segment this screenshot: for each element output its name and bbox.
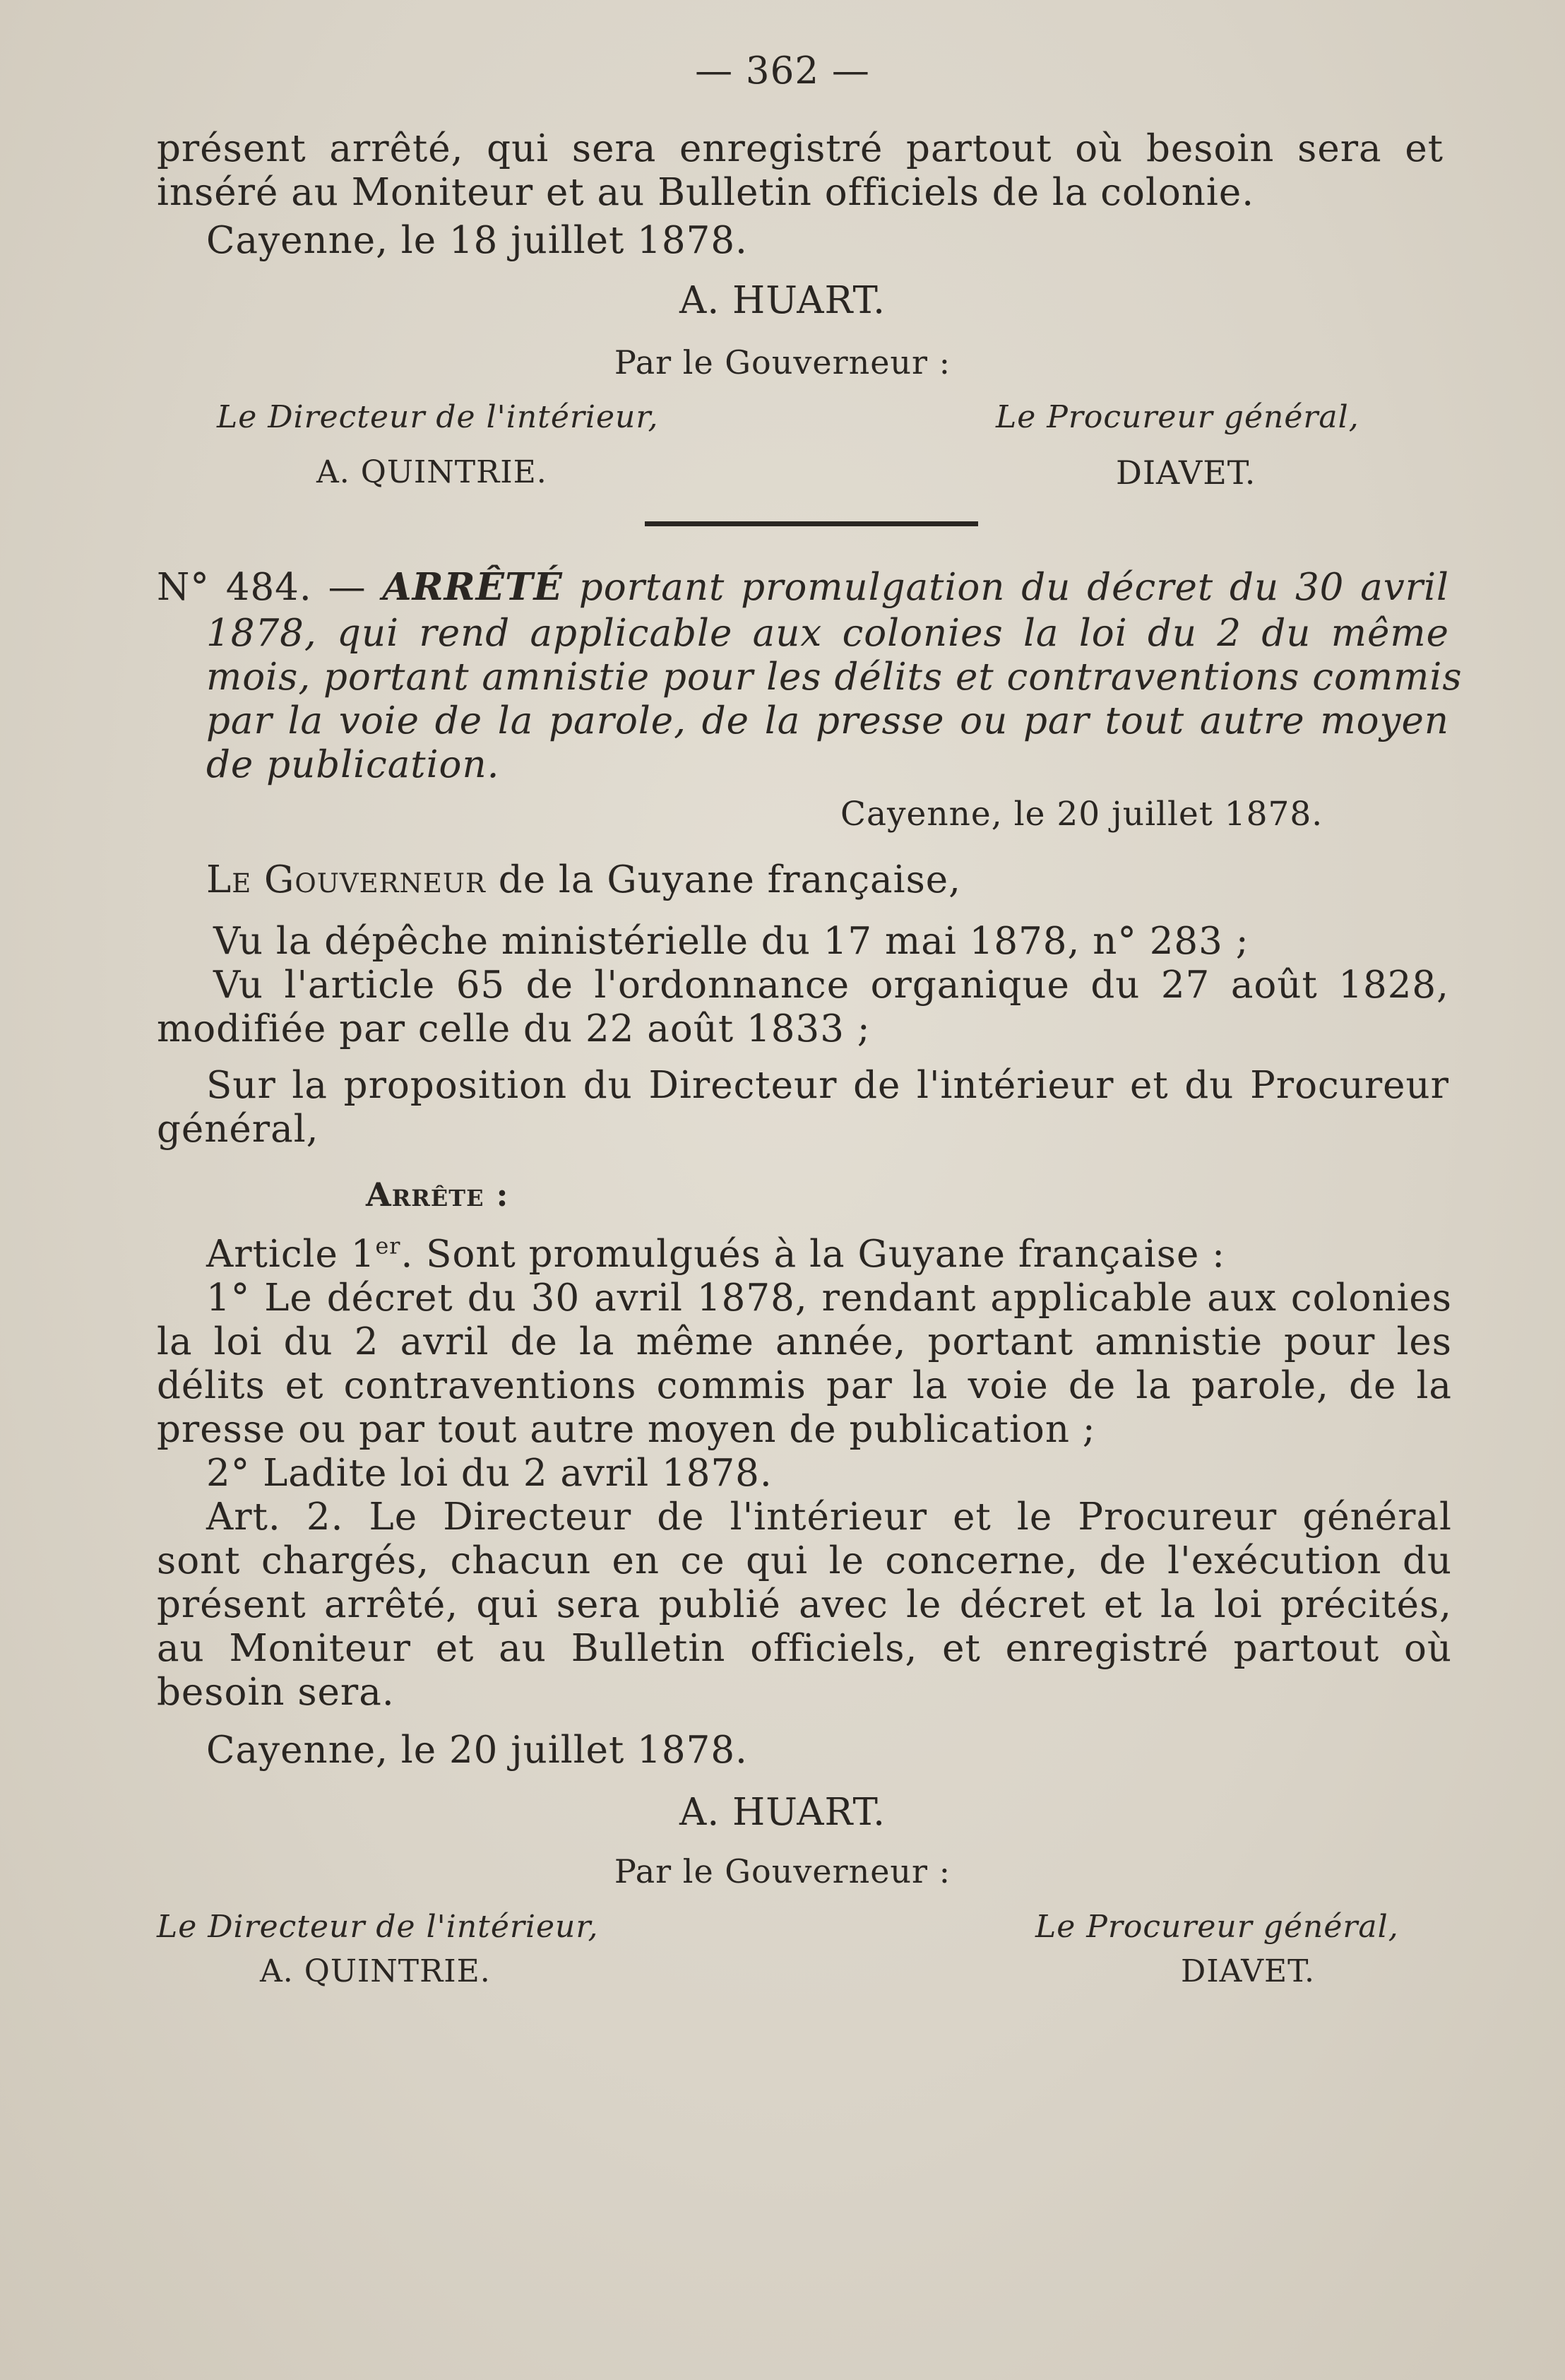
item-line-5: 2° Ladite loi du 2 avril 1878. <box>206 1452 773 1495</box>
governor-rest: de la Guyane française, <box>498 858 962 901</box>
top-right-title: Le Procureur général, <box>996 399 1359 435</box>
decree-heading-line-4: par la voie de la parole, de la presse ou par tout autre moyen <box>206 699 1449 742</box>
closing-right-name: DIAVET. <box>1181 1953 1316 1989</box>
article-2-line-1: Art. 2. Le Directeur de l'intérieur et le Procureur général <box>206 1496 1452 1539</box>
closing-by-governor: Par le Gouverneur : <box>614 1852 951 1890</box>
article-2-line-2: sont chargés, chacun en ce qui le concerne, de l'exécution du <box>157 1539 1452 1582</box>
article-2-line-4: au Moniteur et au Bulletin officiels, et enregistré partout où <box>157 1627 1452 1670</box>
closing-right-title: Le Procureur général, <box>1035 1909 1399 1945</box>
body-line-4: Sur la proposition du Directeur de l'intérieur et du Procureur <box>206 1064 1449 1107</box>
section-divider <box>645 521 978 526</box>
decree-heading-word: ARRÊTÉ <box>382 565 563 609</box>
decree-number: N° 484. — <box>157 566 367 609</box>
closing-left-title: Le Directeur de l'intérieur, <box>157 1909 599 1945</box>
decree-heading-line-3: mois, portant amnistie pour les délits et contraventions commis <box>206 656 1463 699</box>
item-line-2: la loi du 2 avril de la même année, portant amnistie pour les <box>157 1320 1452 1363</box>
decree-heading-line-2: 1878, qui rend applicable aux colonies la loi du 2 du même <box>206 612 1449 655</box>
item-line-3: délits et contraventions commis par la voie de la parole, de la <box>157 1364 1452 1407</box>
top-left-title: Le Directeur de l'intérieur, <box>217 399 659 435</box>
closing-signer: A. HUART. <box>679 1791 886 1834</box>
top-signer: A. HUART. <box>679 279 886 322</box>
decree-heading-line-5: de publication. <box>206 743 500 786</box>
top-left-name: A. QUINTRIE. <box>316 454 547 490</box>
body-line-3: modifiée par celle du 22 août 1833 ; <box>157 1007 871 1050</box>
body-line-1: Vu la dépêche ministérielle du 17 mai 1878, n° 283 ; <box>213 920 1249 963</box>
arrete-label: Arrête : <box>366 1176 509 1214</box>
article-1 <box>206 1233 1225 1277</box>
decree-place-date: Cayenne, le 20 juillet 1878. <box>840 795 1323 834</box>
article-1-label: Article 1 <box>206 1233 376 1276</box>
top-right-name: DIAVET. <box>1116 454 1256 492</box>
article-1-superscript: er <box>375 1233 401 1260</box>
top-line-2: inséré au Moniteur et au Bulletin officiels de la colonie. <box>157 171 1255 214</box>
article-2-line-3: présent arrêté, qui sera publié avec le décret et la loi précités, <box>157 1583 1452 1626</box>
governor-line <box>206 858 961 902</box>
governor-label: Le Gouverneur <box>206 858 486 901</box>
item-line-4: presse ou par tout autre moyen de publication ; <box>157 1408 1096 1451</box>
decree-heading-text: portant promulgation du décret du 30 avril <box>578 566 1450 609</box>
article-1-text: . Sont promulgués à la Guyane française : <box>400 1233 1226 1276</box>
closing-left-name: A. QUINTRIE. <box>260 1953 491 1989</box>
top-by-governor: Par le Gouverneur : <box>614 343 951 381</box>
decree-heading-line-1 <box>157 565 1449 610</box>
body-line-2: Vu l'article 65 de l'ordonnance organique du 27 août 1828, <box>213 964 1449 1007</box>
page-number: — 362 — <box>695 49 870 93</box>
item-line-1: 1° Le décret du 30 avril 1878, rendant applicable aux colonies <box>206 1277 1452 1320</box>
top-line-1: présent arrêté, qui sera enregistré partout où besoin sera et <box>157 127 1444 170</box>
article-2-line-5: besoin sera. <box>157 1671 395 1714</box>
body-line-5: général, <box>157 1108 319 1151</box>
top-date: Cayenne, le 18 juillet 1878. <box>206 219 748 262</box>
closing-date: Cayenne, le 20 juillet 1878. <box>206 1729 748 1772</box>
